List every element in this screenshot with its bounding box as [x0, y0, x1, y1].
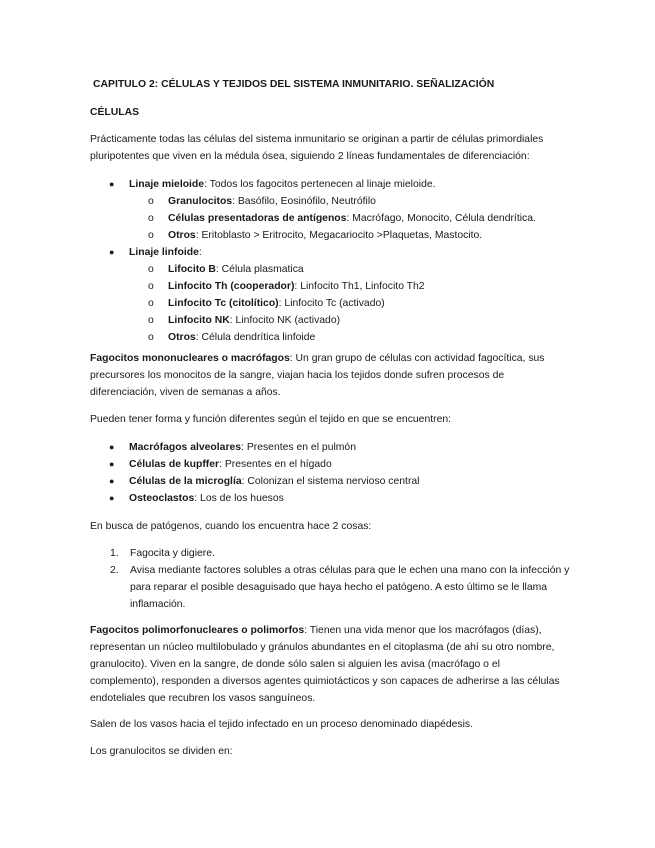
circle-bullet-icon: o — [148, 315, 154, 326]
mononuclear-paragraph — [90, 350, 570, 401]
macrophage-forms-list — [90, 439, 570, 507]
circle-bullet-icon: o — [148, 281, 154, 292]
step-text: Avisa mediante factores solubles a otras células para que le echen una mano con la infección y para reparar el posible desaguisado que haya hecho el patógeno. A esto último se le llama inflamación. — [130, 565, 570, 610]
cell-type-text: : Linfocito Th1, Linfocito Th2 — [294, 281, 425, 292]
list-item — [90, 261, 570, 278]
list-item — [90, 295, 570, 312]
form-text: : Los de los huesos — [194, 493, 284, 504]
bullet-icon: ● — [109, 459, 115, 469]
list-item — [90, 244, 570, 261]
cell-type-label: Otros — [168, 230, 196, 241]
list-item — [90, 439, 570, 456]
bullet-icon: ● — [109, 493, 115, 503]
cell-type-text: : Basófilo, Eosinófilo, Neutrófilo — [232, 196, 376, 207]
circle-bullet-icon: o — [148, 332, 154, 343]
diapedesis-paragraph: Salen de los vasos hacia el tejido infectado en un proceso denominado diapédesis. — [90, 719, 473, 730]
lineage-text: : — [198, 247, 202, 258]
cell-type-text: : Célula dendrítica linfoide — [195, 332, 316, 343]
list-item — [90, 490, 570, 507]
list-item — [90, 227, 570, 244]
circle-bullet-icon: o — [148, 298, 154, 309]
cell-type-text: : Linfocito NK (activado) — [229, 315, 341, 326]
pathogen-steps-list — [90, 545, 570, 613]
step-number: 1. — [110, 548, 119, 559]
cell-type-label: Otros — [168, 332, 196, 343]
mononuclear-text: : Un gran grupo de células con actividad fagocítica, sus precursores los monocitos de la sangre, viajan hacia los tejidos donde sufren procesos de diferenciación, viven de semanas a años. — [90, 353, 545, 398]
list-item — [90, 193, 570, 210]
cell-type-label: Granulocitos — [168, 196, 233, 207]
list-item — [90, 176, 570, 193]
lineage-label: Linaje linfoide — [129, 247, 199, 258]
cell-type-label: Lifocito B — [168, 264, 216, 275]
circle-bullet-icon: o — [148, 213, 154, 224]
circle-bullet-icon: o — [148, 264, 154, 275]
list-item — [90, 312, 570, 329]
circle-bullet-icon: o — [148, 196, 154, 207]
list-item — [90, 562, 570, 613]
form-label: Osteoclastos — [129, 493, 195, 504]
pathogen-intro: En busca de patógenos, cuando los encuentra hace 2 cosas: — [90, 521, 372, 532]
cell-type-label: Linfocito Tc (citolítico) — [168, 298, 279, 309]
step-number: 2. — [110, 565, 119, 576]
lineage-text: : Todos los fagocitos pertenecen al linaje mieloide. — [204, 179, 436, 190]
bullet-icon: ● — [109, 442, 115, 452]
polymorphonuclear-paragraph — [90, 622, 570, 707]
bullet-icon: ● — [109, 476, 115, 486]
section-title: CÉLULAS — [90, 107, 140, 118]
polymorphonuclear-text: : Tienen una vida menor que los macrófagos (días), representan un núcleo multilobulado y gránulos abundantes en el citoplasma (de ahí su otro nombre, granulocito). Viven en la sangre, de donde sólo salen si alguien les avisa (macrófago o el complemento), responden a diversos agentes quimiotácticos y son capaces de adherirse a las células endoteliales que recubren los vasos sanguíneos. — [90, 625, 560, 704]
bullet-icon: ● — [109, 247, 115, 257]
list-item — [90, 456, 570, 473]
step-text: Fagocita y digiere. — [130, 548, 215, 559]
circle-bullet-icon: o — [148, 230, 154, 241]
list-item — [90, 545, 570, 562]
cell-type-text: : Célula plasmatica — [215, 264, 304, 275]
list-item — [90, 210, 570, 227]
form-label: Células de la microglía — [129, 476, 242, 487]
form-text: : Presentes en el pulmón — [241, 442, 356, 453]
mononuclear-label: Fagocitos mononucleares o macrófagos — [90, 353, 290, 364]
list-item — [90, 473, 570, 490]
intro-paragraph: Prácticamente todas las células del sistema inmunitario se originan a partir de células primordiales pluripotentes que viven en la médula ósea, siguiendo 2 líneas fundamentales de diferenciación: — [90, 134, 544, 162]
list-item — [90, 278, 570, 295]
granulocytes-intro: Los granulocitos se dividen en: — [90, 746, 233, 757]
form-label: Células de kupffer — [129, 459, 220, 470]
forms-intro: Pueden tener forma y función diferentes según el tejido en que se encuentren: — [90, 414, 452, 425]
lineage-label: Linaje mieloide — [129, 179, 205, 190]
polymorphonuclear-label: Fagocitos polimorfonucleares o polimorfos — [90, 625, 305, 636]
cell-type-label: Linfocito Th (cooperador) — [168, 281, 295, 292]
list-item — [90, 329, 570, 346]
form-text: : Colonizan el sistema nervioso central — [241, 476, 420, 487]
lineage-list — [90, 176, 570, 346]
form-label: Macrófagos alveolares — [129, 442, 242, 453]
cell-type-label: Linfocito NK — [168, 315, 230, 326]
bullet-icon: ● — [109, 179, 115, 189]
cell-type-text: : Linfocito Tc (activado) — [278, 298, 385, 309]
cell-type-text: : Eritoblasto > Eritrocito, Megacariocito >Plaquetas, Mastocito. — [195, 230, 483, 241]
cell-type-label: Células presentadoras de antígenos — [168, 213, 347, 224]
cell-type-text: : Macrófago, Monocito, Célula dendrítica. — [346, 213, 536, 224]
form-text: : Presentes en el hígado — [219, 459, 332, 470]
chapter-title: CAPITULO 2: CÉLULAS Y TEJIDOS DEL SISTEMA INMUNITARIO. SEÑALIZACIÓN — [93, 79, 495, 90]
